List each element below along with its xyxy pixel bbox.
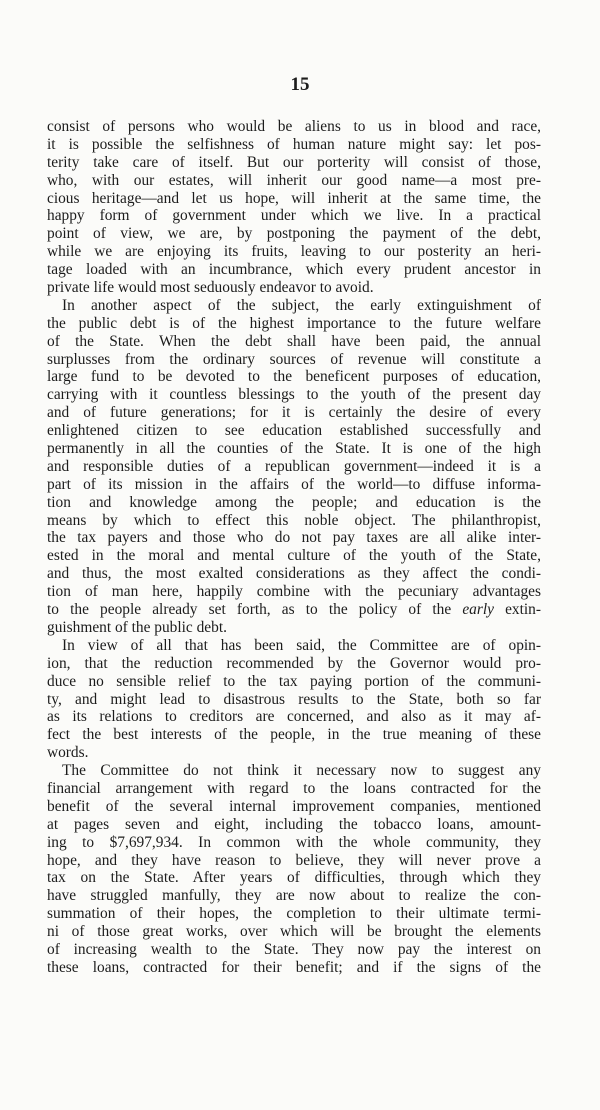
- text-line: and thus, the most exalted considerations as they affect the condi-: [47, 565, 541, 583]
- text-line: terity take care of itself. But our porterity will consist of those,: [47, 153, 541, 171]
- text-line: The Committee do not think it necessary now to suggest any: [62, 762, 541, 780]
- text-line: ested in the moral and mental culture of the youth of the State,: [47, 547, 541, 565]
- text-line: carrying with it countless blessings to the youth of the present day: [47, 386, 541, 404]
- text-line: of the State. When the debt shall have been paid, the annual: [47, 332, 541, 350]
- text-line: financial arrangement with regard to the loans contracted for the: [47, 779, 541, 797]
- text-line: at pages seven and eight, including the tobacco loans, amount-: [47, 815, 541, 833]
- text-line: fect the best interests of the people, in the true meaning of these: [47, 726, 541, 744]
- text-line: ing to $7,697,934. In common with the whole community, they: [47, 833, 541, 851]
- text-line: who, with our estates, will inherit our good name—a most pre-: [47, 171, 541, 189]
- text-line: part of its mission in the affairs of the world—to diffuse informa-: [47, 475, 541, 493]
- text-line: means by which to effect this noble object. The philanthropist,: [47, 511, 541, 529]
- text-line: tion and knowledge among the people; and education is the: [47, 493, 541, 511]
- text-line: large fund to be devoted to the beneficent purposes of education,: [47, 368, 541, 386]
- text-line: these loans, contracted for their benefit; and if the signs of the: [47, 958, 541, 976]
- text-segment: extin-: [493, 601, 541, 619]
- italic-text: early: [462, 601, 494, 619]
- page-number: 15: [290, 74, 310, 95]
- text-line: summation of their hopes, the completion to their ultimate termi-: [47, 905, 541, 923]
- text-line: and of future generations; for it is certainly the desire of every: [47, 404, 541, 422]
- text-line: of increasing wealth to the State. They now pay the interest on: [47, 940, 541, 958]
- text-segment: to the people already set forth, as to the policy of the: [47, 601, 463, 619]
- text-line: cious heritage—and let us hope, will inherit at the same time, the: [47, 189, 541, 207]
- paragraph: [47, 118, 541, 297]
- text-line: while we are enjoying its fruits, leaving to our posterity an heri-: [47, 243, 541, 261]
- text-line: enlightened citizen to see education established successfully and: [47, 422, 541, 440]
- text-line: happy form of government under which we live. In a practical: [47, 207, 541, 225]
- text-line: the public debt is of the highest importance to the future welfare: [47, 314, 541, 332]
- text-line: benefit of the several internal improvement companies, mentioned: [47, 797, 541, 815]
- text-line: In another aspect of the subject, the early extinguishment of: [62, 296, 541, 314]
- text-line: ion, that the reduction recommended by the Governor would pro-: [47, 654, 541, 672]
- text-line: point of view, we are, by postponing the payment of the debt,: [47, 225, 541, 243]
- text-line: permanently in all the counties of the State. It is one of the high: [47, 440, 541, 458]
- paragraph: [47, 762, 541, 977]
- text-line: tax on the State. After years of difficulties, through which they: [47, 869, 541, 887]
- text-line: [47, 601, 541, 619]
- paragraph: [47, 297, 541, 637]
- text-line: In view of all that has been said, the Committee are of opin-: [62, 636, 541, 654]
- text-line: tage loaded with an incumbrance, which every prudent ancestor in: [47, 261, 541, 279]
- text-line: it is possible the selfishness of human nature might say: let pos-: [47, 135, 541, 153]
- text-line: hope, and they have reason to believe, they will never prove a: [47, 851, 541, 869]
- document-body: [47, 118, 541, 977]
- text-line: ni of those great works, over which will be brought the elements: [47, 923, 541, 941]
- paragraph: [47, 637, 541, 762]
- text-line: the tax payers and those who do not pay taxes are all alike inter-: [47, 529, 541, 547]
- text-line: ty, and might lead to disastrous results to the State, both so far: [47, 690, 541, 708]
- text-line: private life would most seduously endeavor to avoid.: [47, 279, 374, 297]
- text-line: surplusses from the ordinary sources of revenue will constitute a: [47, 350, 541, 368]
- text-line: and responsible duties of a republican government—indeed it is a: [47, 457, 541, 475]
- text-line: guishment of the public debt.: [47, 618, 227, 636]
- text-line: as its relations to creditors are concerned, and also as it may af-: [47, 708, 541, 726]
- text-line: duce no sensible relief to the tax paying portion of the communi-: [47, 672, 541, 690]
- text-line: words.: [47, 744, 89, 762]
- text-line: tion of man here, happily combine with the pecuniary advantages: [47, 583, 541, 601]
- text-line: have struggled manfully, they are now about to realize the con-: [47, 887, 541, 905]
- text-line: consist of persons who would be aliens to us in blood and race,: [47, 118, 541, 135]
